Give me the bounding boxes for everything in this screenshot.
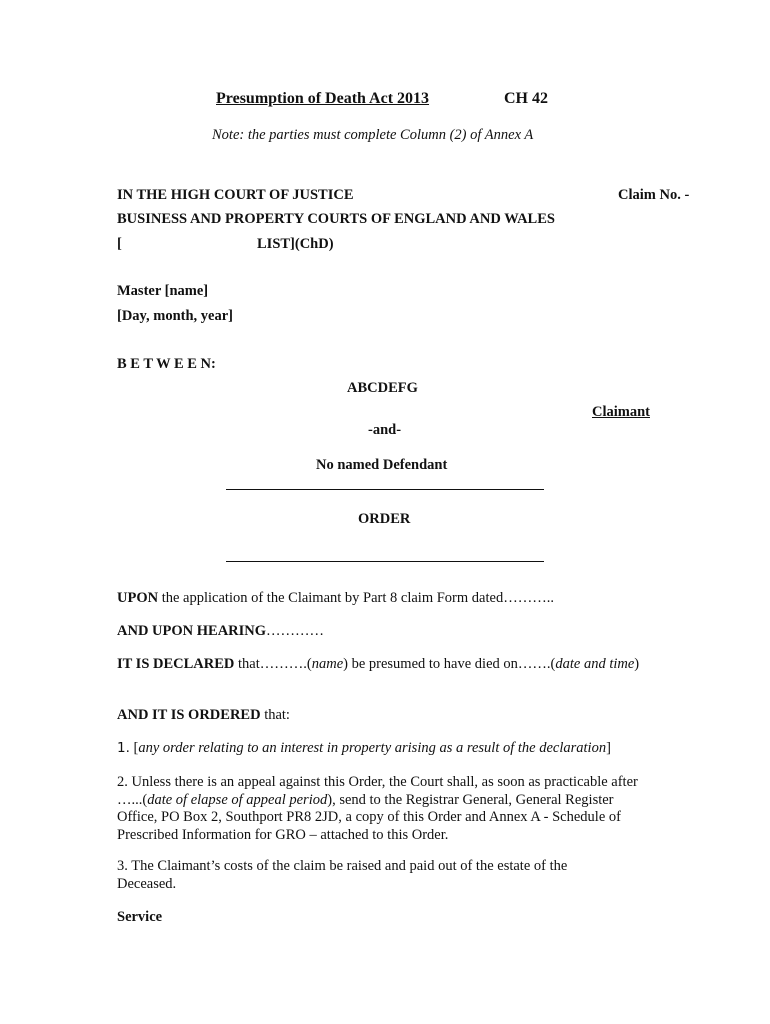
upon-paragraph	[117, 590, 554, 608]
ordered-label: AND IT IS ORDERED	[117, 707, 261, 723]
order-heading: ORDER	[358, 511, 411, 527]
court-name: IN THE HIGH COURT OF JUSTICE	[117, 187, 354, 203]
defendant-name: No named Defendant	[316, 457, 448, 473]
divider-top	[226, 489, 544, 490]
hearing-text: …………	[266, 623, 325, 639]
order-date: [Day, month, year]	[117, 308, 233, 324]
form-code: CH 42	[504, 90, 548, 107]
claim-number: Claim No. -	[618, 187, 690, 203]
upon-text: the application of the Claimant by Part 8 claim Form dated………..	[158, 590, 554, 606]
item-1-open: [	[129, 740, 139, 756]
ordered-text: that:	[260, 707, 290, 723]
item-2-text-2: ), send to the Registrar General, General Register Office, PO Box 2, Southport PR8 2JD, a copy of this Order and Annex A - Schedule of Prescribed Information for GRO – attached to this Order.	[117, 791, 621, 844]
court-division: BUSINESS AND PROPERTY COURTS OF ENGLAND AND WALES	[117, 211, 555, 227]
between-label: B E T W E E N:	[117, 356, 216, 372]
order-item-1	[117, 740, 611, 758]
item-1-text: any order relating to an interest in property arising as a result of the declaration	[138, 740, 607, 756]
ordered-paragraph	[117, 707, 290, 725]
master-name: Master [name]	[117, 283, 209, 299]
declared-name-placeholder: name	[311, 656, 344, 672]
item-2-text-1: 2. Unless there is an appeal against this Order, the Court shall, as soon as practicable after …...(	[117, 774, 638, 808]
hearing-paragraph	[117, 623, 324, 641]
header-note: Note: the parties must complete Column (2) of Annex A	[212, 127, 534, 143]
hearing-label: AND UPON HEARING	[117, 623, 267, 639]
order-item-2	[117, 774, 649, 845]
item-1-number: 1.	[117, 740, 130, 756]
claimant-role: Claimant	[592, 404, 650, 420]
declared-text-1: that……….(	[234, 656, 312, 672]
and-separator: -and-	[368, 422, 402, 438]
claimant-name: ABCDEFG	[347, 380, 418, 396]
list-bracket: [	[117, 236, 122, 252]
declared-text-2: ) be presumed to have died on…….(	[343, 656, 556, 672]
order-item-3: 3. The Claimant’s costs of the claim be raised and paid out of the estate of the Deceased.	[117, 858, 568, 892]
item-1-close: ]	[606, 740, 611, 756]
declared-text-3: )	[634, 656, 640, 672]
upon-label: UPON	[117, 590, 159, 606]
declared-date-placeholder: date and time	[555, 656, 635, 672]
item-2-appeal-period: date of elapse of appeal period	[147, 791, 328, 808]
divider-bottom	[226, 561, 544, 562]
declared-paragraph	[117, 656, 647, 674]
act-title: Presumption of Death Act 2013	[216, 90, 430, 107]
court-list: LIST](ChD)	[257, 236, 334, 252]
service-heading: Service	[117, 909, 163, 925]
declared-label: IT IS DECLARED	[117, 656, 235, 672]
